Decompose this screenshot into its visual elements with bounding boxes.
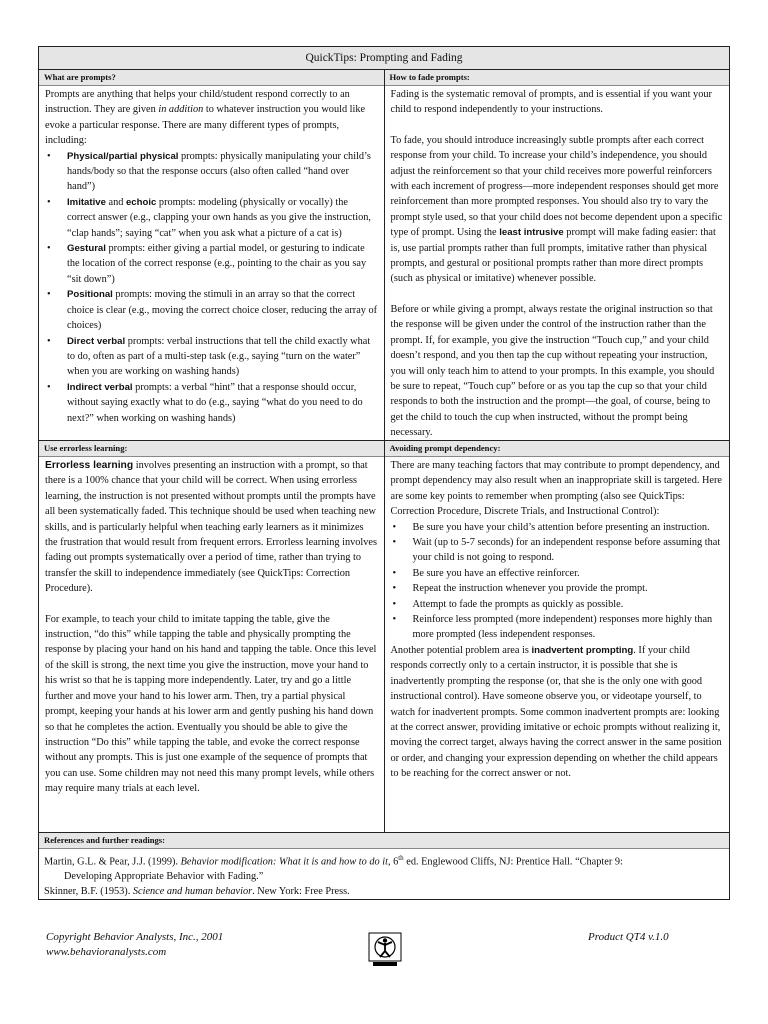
list-item: • Be sure you have your child’s attention before presenting an instruction. [391, 520, 724, 535]
paragraph: For example, to teach your child to imitate tapping the table, give the instruction, “do this” while tapping the table and physically prompting the response by placing your hand on his hand and tapping the table. Once this level of the skill is strong, the next time you give the instruction, move your hand to his wrist so that he is tapping more independently. Later, try and go a little further and move your hand to his lower arm. Then, try a partial physical prompt, keeping your hands at his lower arm and gently pushing his hand down so that he completes the action. Eventually you should be able to give the instruction “Do this” while tapping the table, and evoke the correct response without any prompts. This is just one example of the sequence of prompts that you can use. Some children may not need this many prompt levels, while others may require many trials at each level. [45, 613, 377, 795]
intro-paragraph: Prompts are anything that helps your child/student respond correctly to an instruction. They are given in addition to whatever instruction you would like evoke a particular response. There are many different types of prompts, including: [45, 89, 366, 147]
paragraph: Another potential problem area is inadvertent prompting. If your child responds correctly only to a certain instructor, it is possible that she is inadvertently prompting the response (or, that she is the only one with good instructional control). Have someone observe you, or videotape yourself, to watch for inadvertent prompts. Some common inadvertent prompts are: looking at the correct answer, providing imitative or echoic prompts without realizing it, moving the correct target, always having the correct answer in the same position or order, and changing your expression depending on whether the child appears to be reaching for the correct answer or not. [390, 644, 722, 780]
list-item: • Positional prompts: moving the stimuli in an array so that the correct choice is clear (e.g., moving the correct choice closer, reducing the array of choices) [45, 287, 378, 333]
section-how-to-fade [384, 70, 730, 441]
list-item: • Be sure you have an effective reinforcer. [391, 566, 724, 581]
list-item: • Physical/partial physical prompts: physically manipulating your child’s hands/body so that the response occurs (also often called “hand over hand”) [45, 149, 378, 195]
paragraph: Errorless learning involves presenting an instruction with a prompt, so that there is a 100% chance that your child will be correct. When using errorless learning, the instruction is not presented without prompts until the prompts have all been systematically faded. This technique should be used when teaching new skills, and is particularly helpful when teaching early learners as it minimizes the frustration that would result from frequent errors. Errorless learning involves fading out prompts systematically over a period of time, rather than trying to transfer the skill to independence immediately (see QuickTips: Correction Procedure). [45, 460, 377, 595]
key-points-list [391, 520, 724, 643]
content-table [38, 46, 730, 900]
reference-item: Martin, G.L. & Pear, J.J. (1999). Behavior modification: What it is and how to do it, 6th ed. Englewood Cliffs, NJ: Prentice Hall. “Chapter 9: [44, 854, 623, 868]
copyright-text: Copyright Behavior Analysts, Inc., 2001 [46, 931, 224, 943]
section-heading: References and further readings: [39, 833, 729, 849]
quicktips-sheet [38, 46, 730, 900]
section-heading: Use errorless learning: [39, 441, 384, 457]
footer-left [46, 930, 223, 960]
paragraph: There are many teaching factors that may contribute to prompt dependency, and prompt dependency may also result when an inappropriate skill is targeted. Here are some key points to remember when prompting (also see QuickTips: Correction Procedure, Discrete Trials, and Instructional Control): [390, 460, 722, 518]
list-item: • Indirect verbal prompts: a verbal “hint” that a response should occur, without saying exactly what to do (e.g., saying “what do you need to do next?” when working on washing hands) [45, 380, 378, 426]
reference-item: Skinner, B.F. (1953). Science and human behavior. New York: Free Press. [44, 886, 350, 898]
product-code: Product QT4 v.1.0 [588, 931, 669, 943]
list-item: • Imitative and echoic prompts: modeling (physically or vocally) the correct answer (e.g., clapping your own hands as you give the instruction, “clap hands”; saying “cat” when you ask what a picture of a cat is) [45, 195, 378, 241]
list-item: • Gestural prompts: either giving a partial model, or gesturing to indicate the location of the correct response (e.g., pointing to the chair as you say “sit down”) [45, 241, 378, 287]
section-prompt-dependency [384, 441, 730, 833]
section-heading: Avoiding prompt dependency: [385, 441, 730, 457]
list-item: • Attempt to fade the prompts as quickly as possible. [391, 597, 724, 612]
list-item: • Direct verbal prompts: verbal instructions that tell the child exactly what to do, often as part of a multi-step task (e.g., saying “turn on the water” when you are working on washing hands) [45, 334, 378, 380]
section-heading: What are prompts? [39, 70, 384, 86]
page-title: QuickTips: Prompting and Fading [39, 47, 730, 70]
list-item: • Wait (up to 5-7 seconds) for an independent response before assuming that your child is not going to respond. [391, 535, 724, 566]
section-heading: How to fade prompts: [385, 70, 730, 86]
behavior-analysts-logo [368, 932, 402, 968]
reference-item-continued: Developing Appropriate Behavior with Fading.” [64, 871, 264, 883]
paragraph: To fade, you should introduce increasingly subtle prompts after each correct response from your child. To increase your child’s independence, you should adjust the reinforcement so that your child receives more powerful reinforcers with each increment of progress—more independent responses should get more reinforcement than more prompted responses. You should also try to vary the prompt style used, so that your child does not become dependent upon a specific type of prompt. Using the least intrusive prompt will make fading easier: that is, use partial prompts rather than full prompts, imitative rather than physical prompts, and gestural or positional prompts rather than more direct prompts (such as physical or imitative) whenever possible. [390, 134, 723, 285]
paragraph: Before or while giving a prompt, always restate the original instruction so that the response will be given under the control of the instruction rather than the prompt. If, for example, you give the instruction “Touch cup,” and your child doesn’t respond, and you then tap the cup without repeating your instruction, you will only teach him to attend to your prompts. In this example, you should be sure to repeat, “Touch cup” before or as you tap the cup so that your child responds to both the instruction and the prompt—the goal, of course, being to get the child to touch the cup when instructed, without the prompt being necessary. [390, 303, 715, 439]
section-errorless-learning [39, 441, 385, 833]
section-what-are-prompts [39, 70, 385, 441]
list-item: • Reinforce less prompted (more independent) responses more highly than more prompted (less independent responses. [391, 612, 724, 643]
prompt-types-list [45, 149, 378, 426]
section-references [39, 833, 730, 900]
list-item: • Repeat the instruction whenever you provide the prompt. [391, 581, 724, 596]
website-text: www.behavioranalysts.com [46, 946, 167, 958]
paragraph: Fading is the systematic removal of prompts, and is essential if you want your child to respond independently to your instructions. [390, 89, 712, 116]
